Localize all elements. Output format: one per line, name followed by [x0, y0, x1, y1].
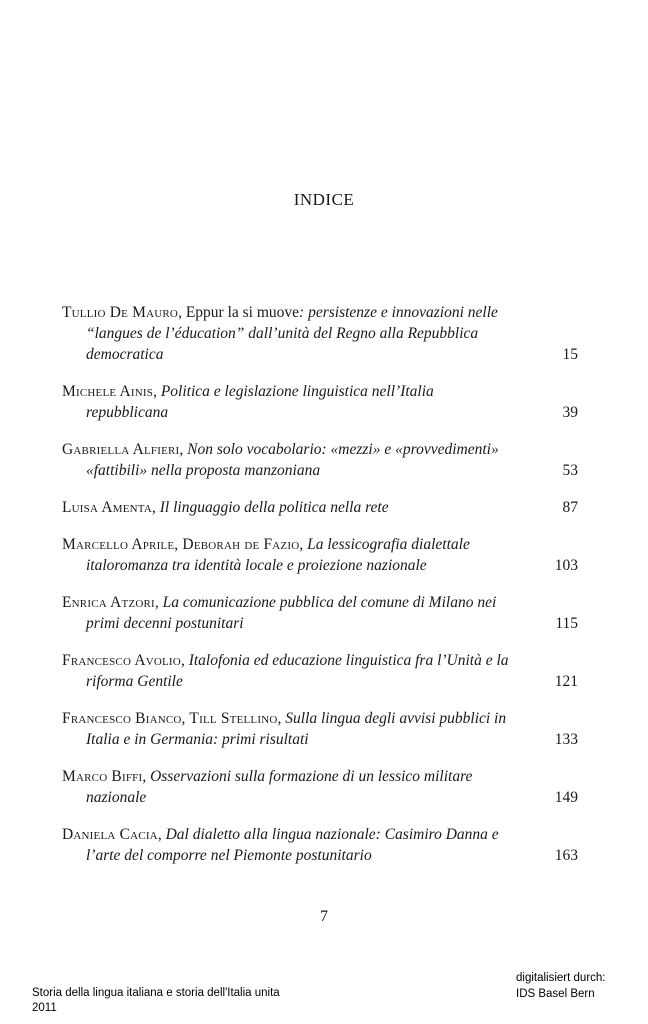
entry-title: Sulla lingua degli avvisi pubblici in Italia e in Germania: primi risultati	[86, 710, 507, 748]
entry-title: Dal dialetto alla lingua nazionale: Casimiro Danna e l’arte del comporre nel Piemonte postunitario	[86, 826, 499, 864]
source-title: Storia della lingua italiana e storia dell'Italia unita	[32, 987, 280, 999]
entry-page: 163	[554, 847, 578, 864]
toc-entry: Tullio De Mauro, Eppur la si muove: persistenze e innovazioni nelle “langues de l’éducation” dall’unità del Regno alla Repubblica democratica 15	[62, 304, 578, 363]
digitized-label: digitalisiert durch:	[516, 972, 606, 984]
table-of-contents	[62, 302, 578, 882]
toc-entry: Francesco Bianco, Till Stellino, Sulla lingua degli avvisi pubblici in Italia e in Germania: primi risultati 133	[62, 710, 578, 748]
entry-title: Osservazioni sulla formazione di un lessico militare nazionale	[86, 768, 473, 806]
entry-author: Francesco Bianco, Till Stellino	[62, 710, 278, 727]
entry-title: Politica e legislazione linguistica nell’Italia repubblicana	[86, 383, 434, 421]
toc-entry: Gabriella Alfieri, Non solo vocabolario: «mezzi» e «provvedimenti» «fattibili» nella proposta manzoniana 53	[62, 441, 578, 479]
entry-page: 133	[554, 731, 578, 748]
toc-entry: Enrica Atzori, La comunicazione pubblica del comune di Milano nei primi decenni postunitari 115	[62, 594, 578, 632]
entry-page: 15	[562, 346, 578, 363]
digitized-by: IDS Basel Bern	[516, 988, 595, 1000]
entry-title: La comunicazione pubblica del comune di Milano nei primi decenni postunitari	[86, 594, 497, 632]
digitization-credit	[516, 970, 605, 1002]
entry-author: Enrica Atzori	[62, 594, 155, 611]
entry-title: Il linguaggio della politica nella rete	[159, 499, 389, 516]
entry-page: 87	[562, 499, 578, 516]
entry-author: Tullio De Mauro	[62, 304, 179, 321]
entry-title: Italofonia ed educazione linguistica fra l’Unità e la riforma Gentile	[86, 652, 509, 690]
entry-title-italic: : persistenze e innovazioni nelle “langues de l’éducation” dall’unità del Regno alla Repubblica democratica	[86, 304, 498, 363]
toc-entry: Michele Ainis, Politica e legislazione linguistica nell’Italia repubblicana 39	[62, 383, 578, 421]
entry-author: Francesco Avolio	[62, 652, 181, 669]
toc-entry: Marcello Aprile, Deborah de Fazio, La lessicografia dialettale italoromanza tra identità locale e proiezione nazionale 103	[62, 536, 578, 574]
page-number: 7	[320, 908, 328, 925]
entry-page: 103	[554, 557, 578, 574]
entry-author: Marcello Aprile, Deborah de Fazio	[62, 536, 300, 553]
toc-entry: Luisa Amenta, Il linguaggio della politica nella rete 87	[62, 499, 578, 516]
entry-title-roman: Eppur la si muove	[185, 304, 300, 321]
entry-page: 39	[562, 404, 578, 421]
entry-page: 149	[554, 789, 578, 806]
entry-page: 115	[555, 615, 578, 632]
entry-title: Non solo vocabolario: «mezzi» e «provvedimenti» «fattibili» nella proposta manzoniana	[86, 441, 499, 479]
toc-entry: Marco Biffi, Osservazioni sulla formazione di un lessico militare nazionale 149	[62, 768, 578, 806]
entry-author: Luisa Amenta	[62, 499, 152, 516]
entry-author: Michele Ainis	[62, 383, 154, 400]
entry-page: 53	[562, 462, 578, 479]
entry-title: La lessicografia dialettale italoromanza tra identità locale e proiezione nazionale	[86, 536, 470, 574]
entry-author: Marco Biffi	[62, 768, 143, 785]
entry-page: 121	[554, 673, 578, 690]
entry-author: Daniela Cacia	[62, 826, 158, 843]
source-citation	[32, 986, 280, 1016]
source-year: 2011	[32, 1002, 57, 1014]
index-heading: INDICE	[293, 190, 355, 209]
toc-entry: Daniela Cacia, Dal dialetto alla lingua nazionale: Casimiro Danna e l’arte del comporre nel Piemonte postunitario 163	[62, 826, 578, 864]
toc-entry: Francesco Avolio, Italofonia ed educazione linguistica fra l’Unità e la riforma Gentile 121	[62, 652, 578, 690]
entry-author: Gabriella Alfieri	[62, 441, 180, 458]
